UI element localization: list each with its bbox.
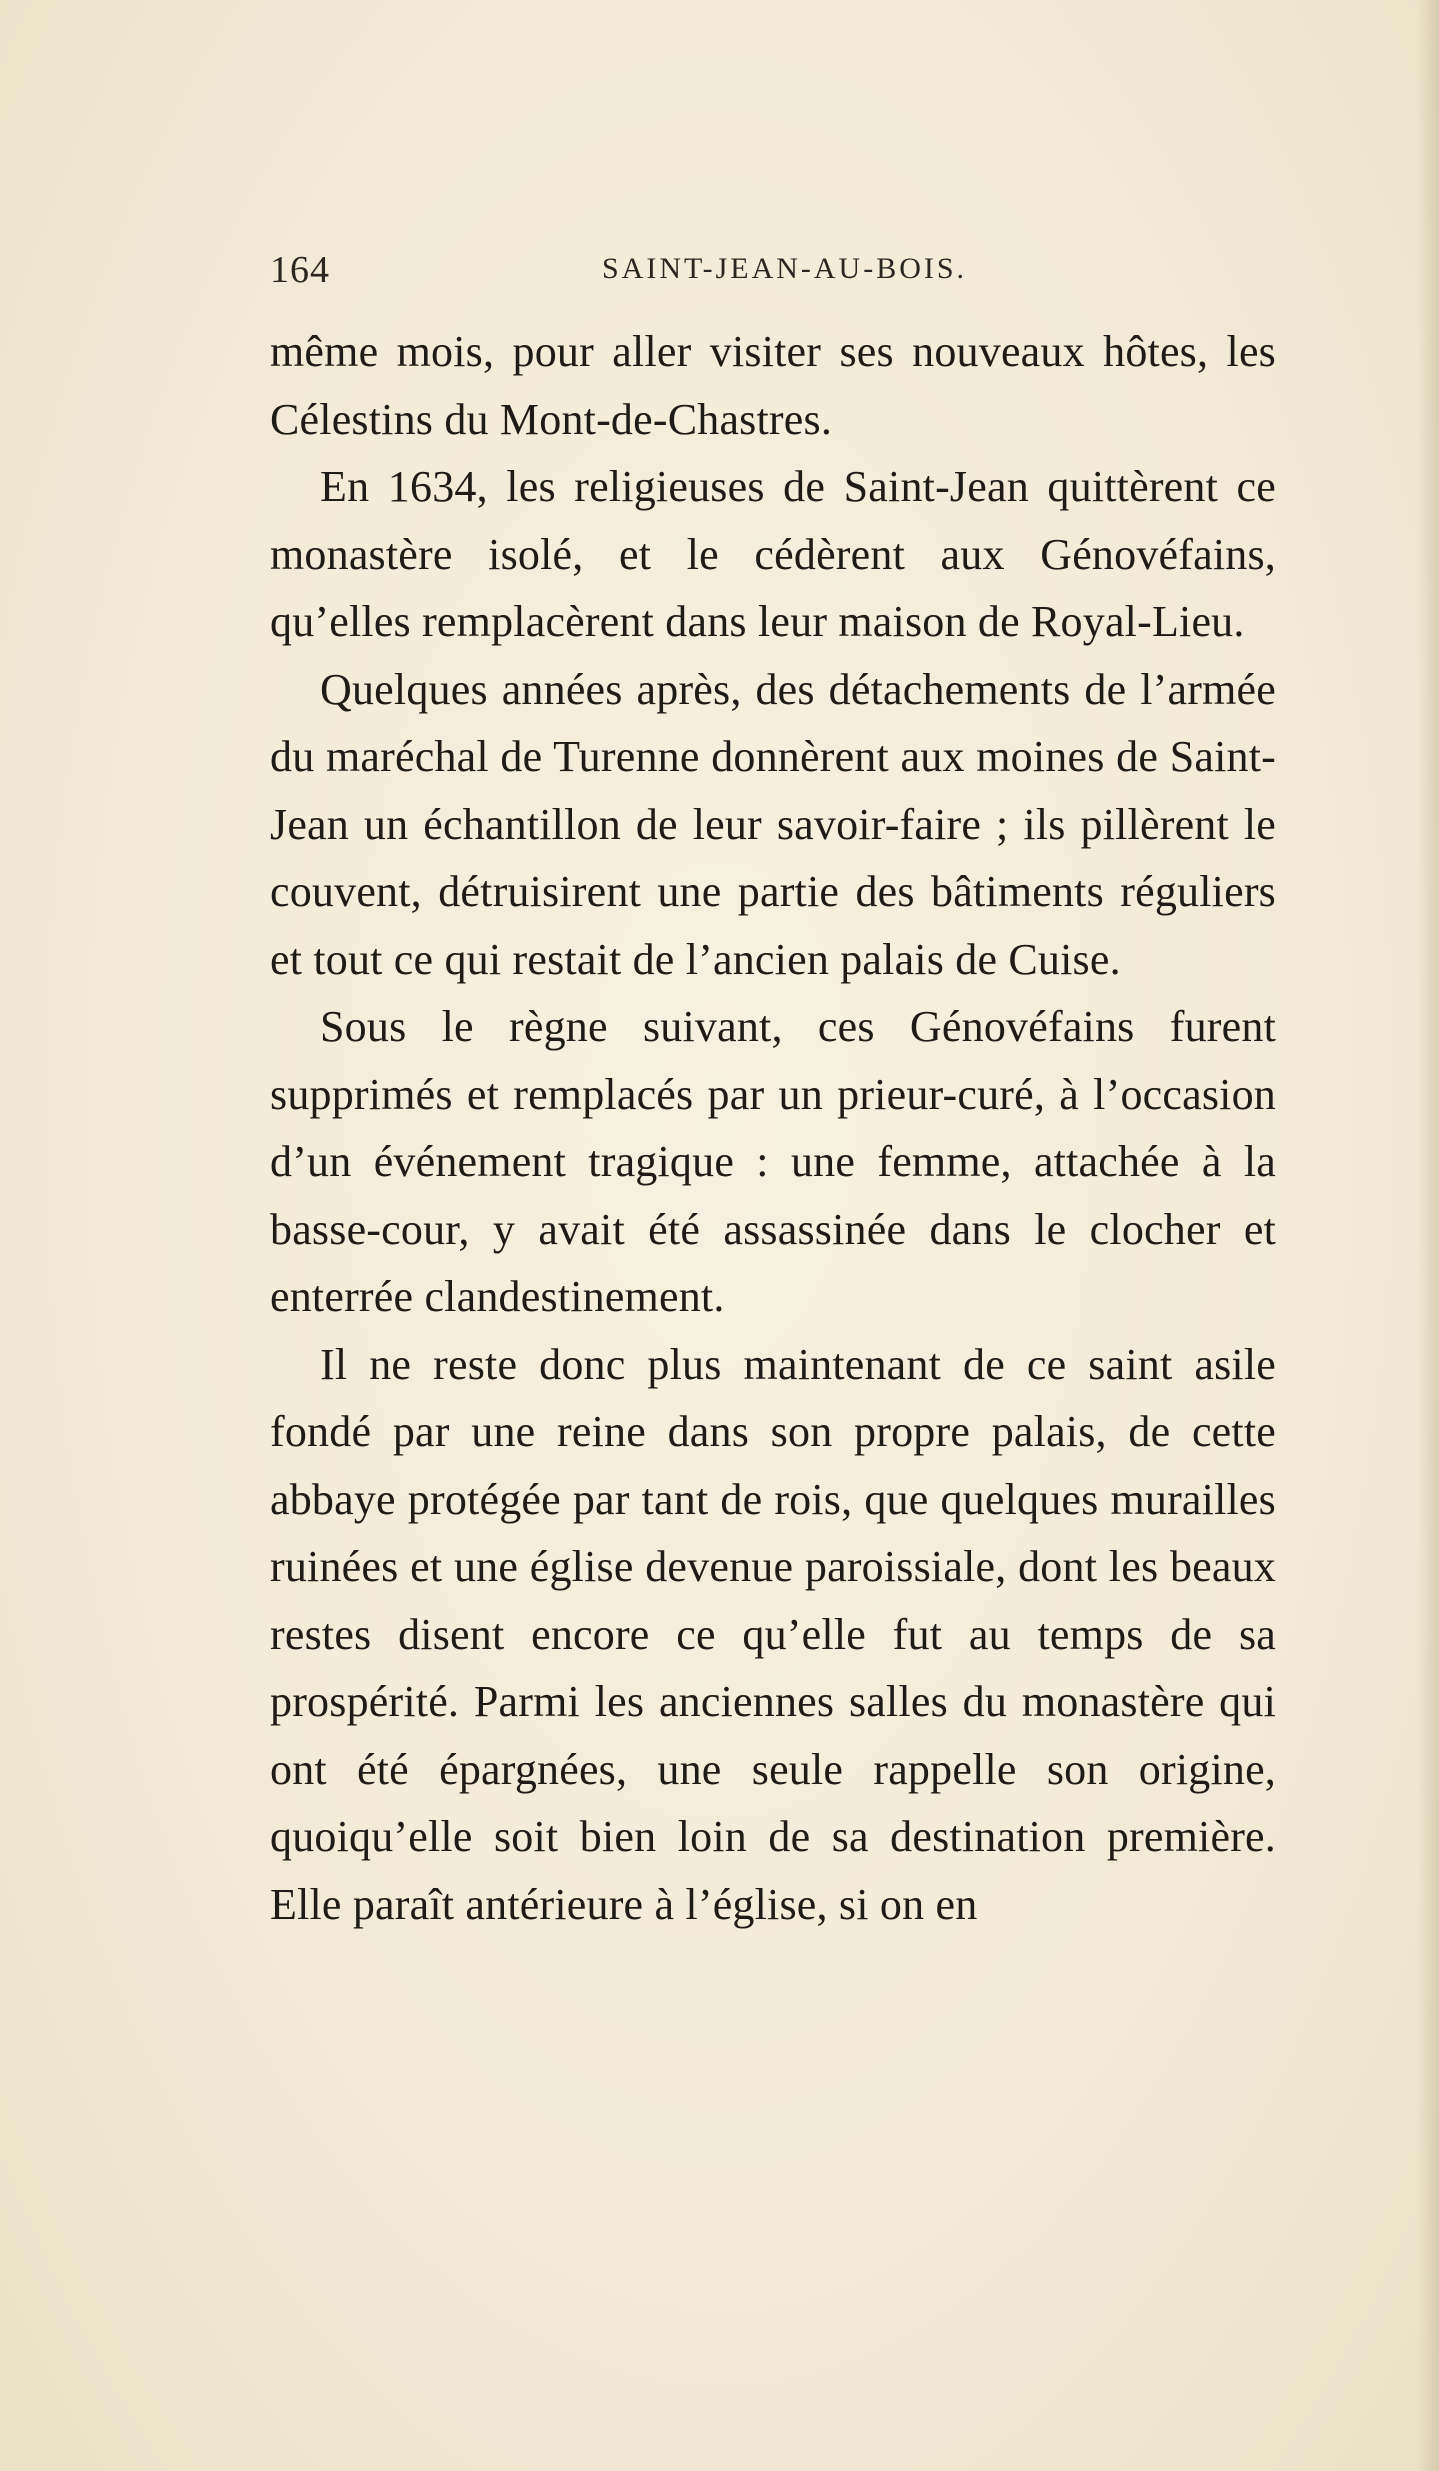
- paragraph: Sous le règne suivant, ces Génovéfains furent supprimés et remplacés par un prieur-curé, à l’occasion d’un événement tragique : une femme, attachée à la basse-cour, y avait été assassinée dans le clocher et enterrée clandestinement.: [270, 1002, 1276, 1321]
- paragraph: En 1634, les religieuses de Saint-Jean quittèrent ce monastère isolé, et le cédèrent aux Génovéfains, qu’elles remplacèrent dans leur maison de Royal-Lieu.: [270, 462, 1276, 646]
- paragraph-continuation: même mois, pour aller visiter ses nouveaux hôtes, les Célestins du Mont-de-Chastres.: [270, 327, 1276, 444]
- running-title: SAINT-JEAN-AU-BOIS.: [602, 252, 968, 285]
- paragraph: Quelques années après, des détachements de l’armée du maréchal de Turenne donnèrent aux moines de Saint-Jean un échantillon de leur savoir-faire ; ils pillèrent le couvent, détruisirent une partie des bâtiments réguliers et tout ce qui restait de l’ancien palais de Cuise.: [270, 664, 1276, 984]
- page-number: 164: [270, 249, 330, 291]
- page-edge-shadow: [1417, 0, 1439, 2471]
- body-text: [270, 318, 1276, 1938]
- paragraph: Il ne reste donc plus maintenant de ce saint asile fondé par une reine dans son propre palais, de cette abbaye protégée par tant de rois, que quelques murailles ruinées et une église devenue paroissiale, dont les beaux restes disent encore ce qu’elle fut au temps de sa prospérité. Parmi les anciennes salles du monastère qui ont été épargnées, une seule rappelle son origine, quoiqu’elle soit bien loin de sa destination première. Elle paraît antérieure à l’église, si on en: [270, 1339, 1276, 1929]
- page-header: [270, 248, 1270, 298]
